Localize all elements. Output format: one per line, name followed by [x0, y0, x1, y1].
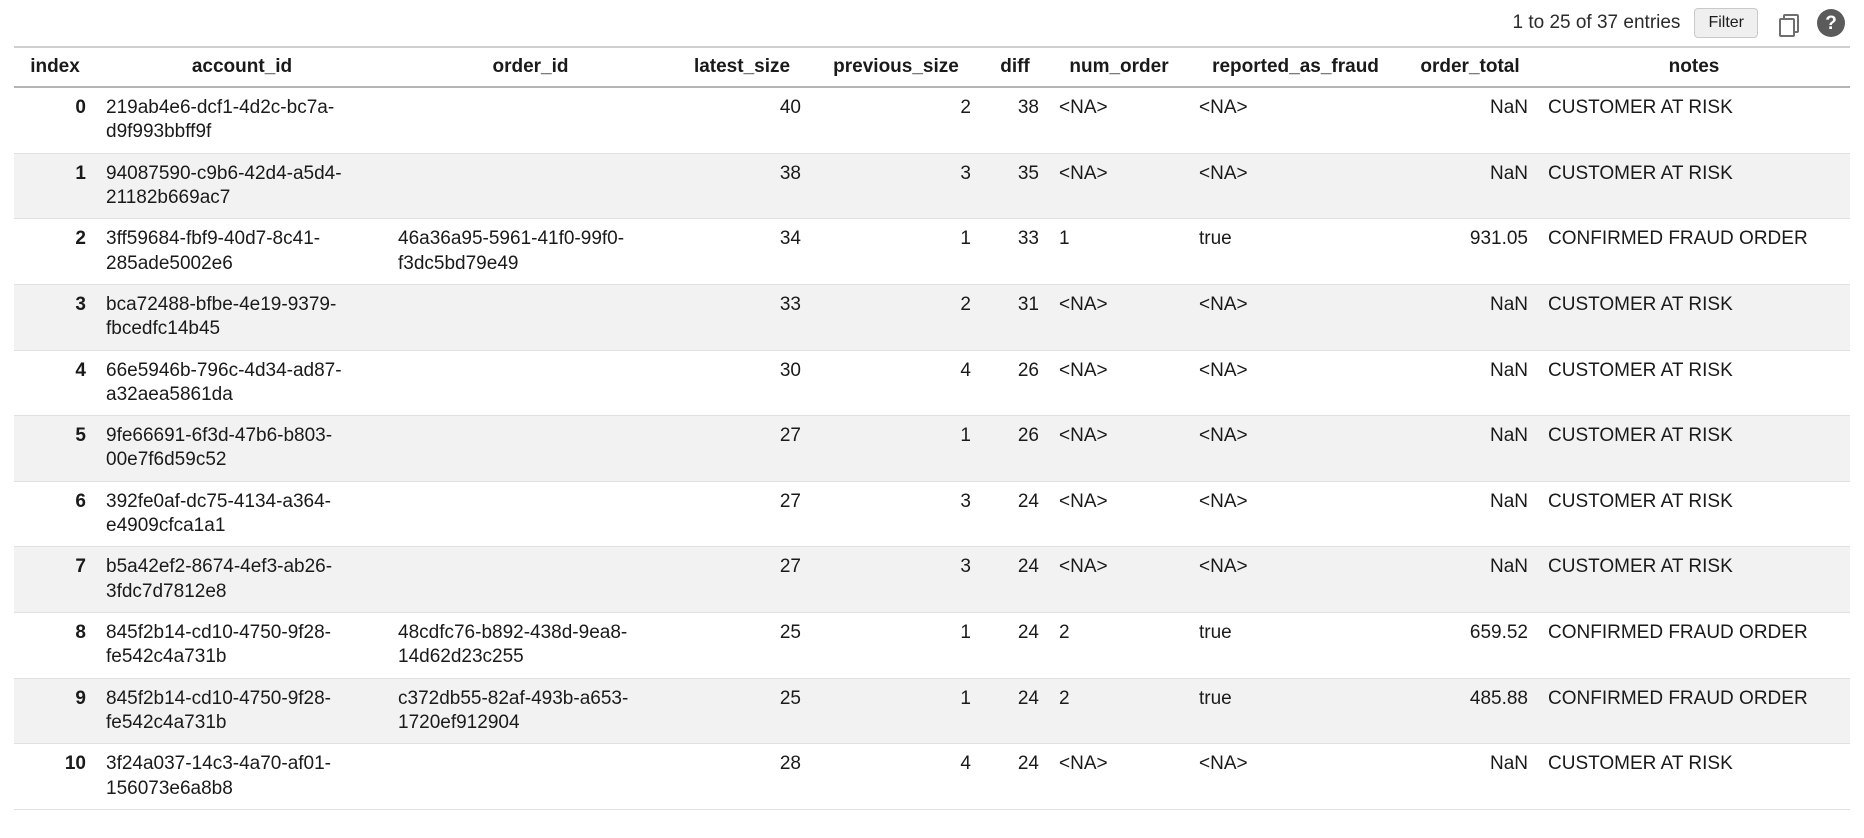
cell-num-order: 2	[1049, 678, 1189, 744]
cell-latest-size: 40	[673, 87, 811, 153]
cell-order-total: NaN	[1402, 87, 1538, 153]
cell-diff: 31	[981, 284, 1049, 350]
copy-icon[interactable]	[1772, 8, 1802, 38]
cell-order-id	[388, 350, 673, 416]
cell-reported-as-fraud: <NA>	[1189, 87, 1402, 153]
table-row[interactable]	[14, 481, 1850, 547]
cell-notes: CONFIRMED FRAUD ORDER	[1538, 219, 1850, 285]
cell-reported-as-fraud: <NA>	[1189, 744, 1402, 810]
cell-notes: CUSTOMER AT RISK	[1538, 87, 1850, 153]
cell-order-total: 659.52	[1402, 613, 1538, 679]
cell-index: 1	[14, 153, 96, 219]
cell-reported-as-fraud: <NA>	[1189, 481, 1402, 547]
cell-previous-size: 1	[811, 678, 981, 744]
cell-order-total: NaN	[1402, 744, 1538, 810]
cell-reported-as-fraud: <NA>	[1189, 416, 1402, 482]
column-header-index[interactable]: index	[14, 47, 96, 87]
cell-index: 3	[14, 284, 96, 350]
table-row[interactable]	[14, 87, 1850, 153]
cell-order-id	[388, 153, 673, 219]
cell-latest-size: 27	[673, 481, 811, 547]
cell-latest-size: 33	[673, 284, 811, 350]
cell-diff: 38	[981, 87, 1049, 153]
table-toolbar	[0, 0, 1864, 46]
cell-num-order: <NA>	[1049, 284, 1189, 350]
cell-index: 2	[14, 219, 96, 285]
cell-order-id	[388, 416, 673, 482]
table-row[interactable]	[14, 350, 1850, 416]
cell-order-id: 46a36a95-5961-41f0-99f0-f3dc5bd79e49	[388, 219, 673, 285]
cell-index: 5	[14, 416, 96, 482]
cell-index: 10	[14, 744, 96, 810]
cell-index: 4	[14, 350, 96, 416]
filter-button[interactable]: Filter	[1694, 8, 1758, 38]
cell-num-order: <NA>	[1049, 350, 1189, 416]
column-header-num-order[interactable]: num_order	[1049, 47, 1189, 87]
cell-previous-size: 1	[811, 613, 981, 679]
cell-account-id: b5a42ef2-8674-4ef3-ab26-3fdc7d7812e8	[96, 547, 388, 613]
cell-diff: 24	[981, 547, 1049, 613]
table-row[interactable]	[14, 744, 1850, 810]
cell-order-id	[388, 481, 673, 547]
column-header-account-id[interactable]: account_id	[96, 47, 388, 87]
table-row[interactable]	[14, 678, 1850, 744]
column-header-order-total[interactable]: order_total	[1402, 47, 1538, 87]
cell-latest-size: 34	[673, 219, 811, 285]
help-circle-icon[interactable]	[1816, 8, 1846, 38]
cell-account-id: 845f2b14-cd10-4750-9f28-fe542c4a731b	[96, 613, 388, 679]
cell-order-id: c372db55-82af-493b-a653-1720ef912904	[388, 678, 673, 744]
cell-notes: CUSTOMER AT RISK	[1538, 481, 1850, 547]
cell-account-id: 94087590-c9b6-42d4-a5d4-21182b669ac7	[96, 153, 388, 219]
cell-diff: 24	[981, 744, 1049, 810]
cell-latest-size: 28	[673, 744, 811, 810]
cell-account-id: 3ff59684-fbf9-40d7-8c41-285ade5002e6	[96, 219, 388, 285]
cell-num-order: <NA>	[1049, 481, 1189, 547]
cell-order-id	[388, 87, 673, 153]
cell-index: 8	[14, 613, 96, 679]
table-row[interactable]	[14, 284, 1850, 350]
cell-index: 6	[14, 481, 96, 547]
column-header-notes[interactable]: notes	[1538, 47, 1850, 87]
entries-count-label: 1 to 25 of 37 entries	[1512, 12, 1681, 33]
cell-diff: 24	[981, 481, 1049, 547]
cell-latest-size: 27	[673, 416, 811, 482]
cell-num-order: 2	[1049, 613, 1189, 679]
cell-account-id: 392fe0af-dc75-4134-a364-e4909cfca1a1	[96, 481, 388, 547]
column-header-previous-size[interactable]: previous_size	[811, 47, 981, 87]
column-header-diff[interactable]: diff	[981, 47, 1049, 87]
cell-diff: 26	[981, 416, 1049, 482]
cell-reported-as-fraud: true	[1189, 219, 1402, 285]
cell-diff: 35	[981, 153, 1049, 219]
table-header	[14, 47, 1850, 87]
cell-order-id	[388, 284, 673, 350]
cell-num-order: <NA>	[1049, 416, 1189, 482]
cell-reported-as-fraud: <NA>	[1189, 350, 1402, 416]
cell-order-total: NaN	[1402, 153, 1538, 219]
cell-latest-size: 27	[673, 547, 811, 613]
cell-previous-size: 1	[811, 416, 981, 482]
cell-account-id: 9fe66691-6f3d-47b6-b803-00e7f6d59c52	[96, 416, 388, 482]
cell-reported-as-fraud: true	[1189, 613, 1402, 679]
cell-order-id: 48cdfc76-b892-438d-9ea8-14d62d23c255	[388, 613, 673, 679]
cell-previous-size: 4	[811, 744, 981, 810]
cell-notes: CONFIRMED FRAUD ORDER	[1538, 613, 1850, 679]
cell-account-id: 66e5946b-796c-4d34-ad87-a32aea5861da	[96, 350, 388, 416]
cell-account-id: 3f24a037-14c3-4a70-af01-156073e6a8b8	[96, 744, 388, 810]
cell-order-id	[388, 744, 673, 810]
cell-notes: CUSTOMER AT RISK	[1538, 744, 1850, 810]
table-row[interactable]	[14, 219, 1850, 285]
cell-reported-as-fraud: <NA>	[1189, 284, 1402, 350]
cell-latest-size: 30	[673, 350, 811, 416]
cell-notes: CUSTOMER AT RISK	[1538, 153, 1850, 219]
table-row[interactable]	[14, 547, 1850, 613]
cell-account-id: 219ab4e6-dcf1-4d2c-bc7a-d9f993bbff9f	[96, 87, 388, 153]
cell-latest-size: 25	[673, 678, 811, 744]
table-row[interactable]	[14, 416, 1850, 482]
cell-notes: CUSTOMER AT RISK	[1538, 350, 1850, 416]
column-header-reported-as-fraud[interactable]: reported_as_fraud	[1189, 47, 1402, 87]
cell-order-total: 931.05	[1402, 219, 1538, 285]
table-scroll-area[interactable]	[0, 46, 1864, 838]
cell-diff: 24	[981, 613, 1049, 679]
cell-previous-size: 3	[811, 481, 981, 547]
cell-order-total: 485.88	[1402, 678, 1538, 744]
cell-diff: 24	[981, 678, 1049, 744]
cell-latest-size: 38	[673, 153, 811, 219]
cell-order-total: NaN	[1402, 284, 1538, 350]
table-header-row	[14, 47, 1850, 87]
cell-previous-size: 2	[811, 284, 981, 350]
cell-diff: 26	[981, 350, 1049, 416]
cell-order-id	[388, 547, 673, 613]
cell-order-total: NaN	[1402, 416, 1538, 482]
cell-notes: CUSTOMER AT RISK	[1538, 284, 1850, 350]
copy-glyph	[1779, 14, 1796, 33]
cell-index: 7	[14, 547, 96, 613]
cell-index: 9	[14, 678, 96, 744]
cell-num-order: <NA>	[1049, 744, 1189, 810]
cell-account-id: 845f2b14-cd10-4750-9f28-fe542c4a731b	[96, 678, 388, 744]
cell-previous-size: 3	[811, 153, 981, 219]
column-header-order-id[interactable]: order_id	[388, 47, 673, 87]
cell-previous-size: 1	[811, 219, 981, 285]
cell-num-order: <NA>	[1049, 547, 1189, 613]
table-body	[14, 87, 1850, 809]
cell-notes: CUSTOMER AT RISK	[1538, 416, 1850, 482]
results-table	[14, 46, 1850, 810]
cell-previous-size: 2	[811, 87, 981, 153]
cell-index: 0	[14, 87, 96, 153]
cell-num-order: <NA>	[1049, 87, 1189, 153]
cell-notes: CONFIRMED FRAUD ORDER	[1538, 678, 1850, 744]
cell-previous-size: 3	[811, 547, 981, 613]
cell-order-total: NaN	[1402, 481, 1538, 547]
cell-account-id: bca72488-bfbe-4e19-9379-fbcedfc14b45	[96, 284, 388, 350]
copy-icon-front-sheet	[1779, 18, 1795, 37]
cell-num-order: 1	[1049, 219, 1189, 285]
cell-order-total: NaN	[1402, 350, 1538, 416]
table-row[interactable]	[14, 613, 1850, 679]
cell-notes: CUSTOMER AT RISK	[1538, 547, 1850, 613]
table-row[interactable]	[14, 153, 1850, 219]
cell-latest-size: 25	[673, 613, 811, 679]
cell-previous-size: 4	[811, 350, 981, 416]
help-glyph: ?	[1817, 9, 1845, 37]
cell-diff: 33	[981, 219, 1049, 285]
cell-order-total: NaN	[1402, 547, 1538, 613]
column-header-latest-size[interactable]: latest_size	[673, 47, 811, 87]
cell-reported-as-fraud: <NA>	[1189, 153, 1402, 219]
cell-reported-as-fraud: true	[1189, 678, 1402, 744]
cell-reported-as-fraud: <NA>	[1189, 547, 1402, 613]
cell-num-order: <NA>	[1049, 153, 1189, 219]
